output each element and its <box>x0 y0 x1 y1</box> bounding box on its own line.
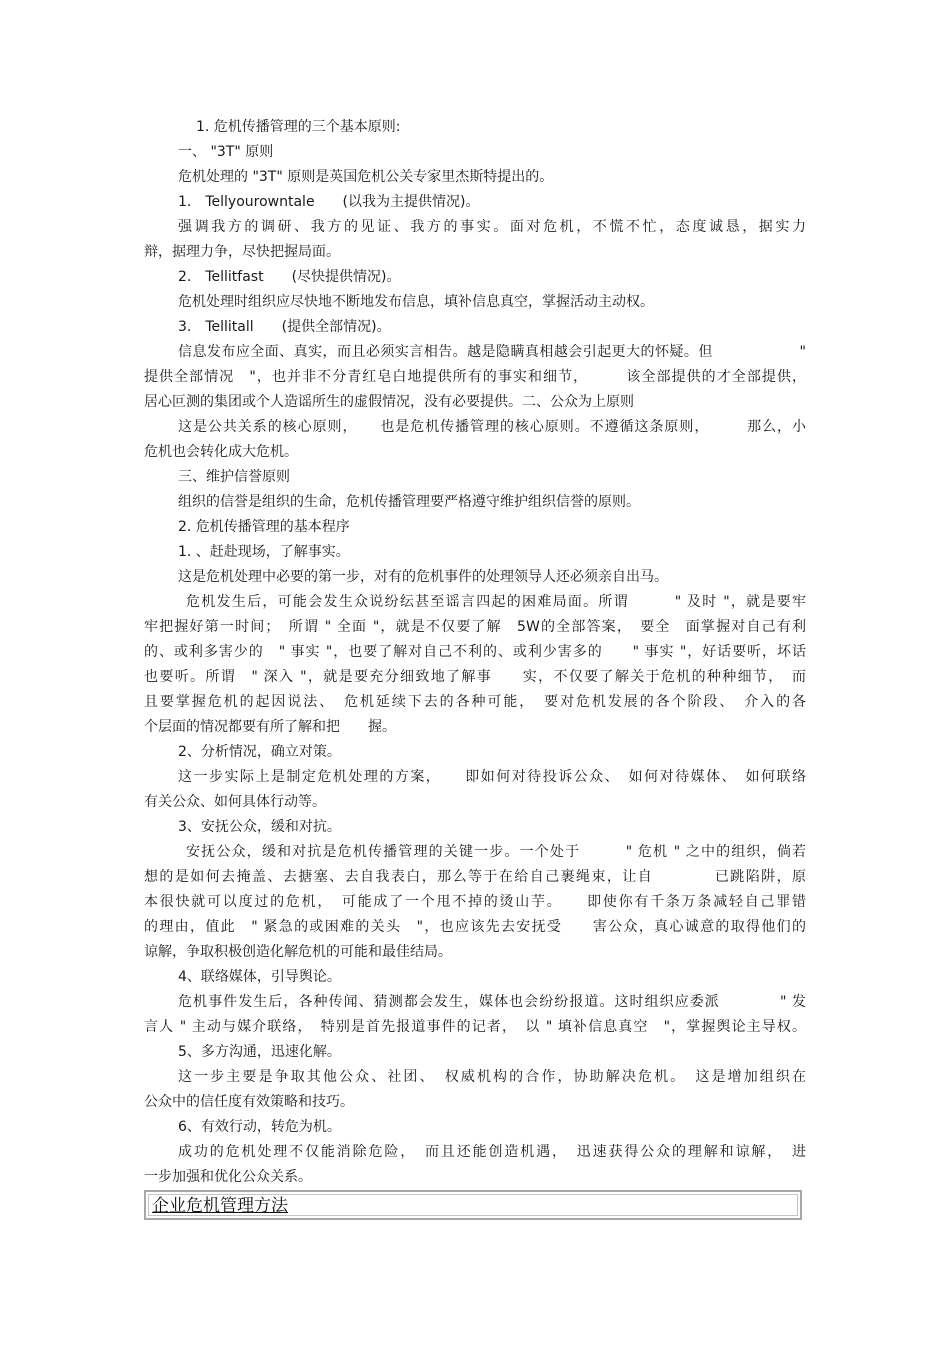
paragraph-line: 的、或利多害少的 " 事实 "，也要了解对自己不利的、或利少害多的 " 事实 "，好话要听，坏话 <box>144 644 806 660</box>
paragraph-line: 公众中的信任度有效策略和技巧。 <box>144 1094 354 1110</box>
heading-procedure: 2. 危机传播管理的基本程序 <box>178 519 350 535</box>
step-heading-6: 6、有效行动，转危为机。 <box>178 1119 341 1135</box>
section-title-link[interactable]: 企业危机管理方法 <box>152 1196 288 1216</box>
paragraph-line: 成功的危机处理不仅能消除危险， 而且还能创造机遇， 迅速获得公众的理解和谅解， 进 <box>178 1144 806 1160</box>
paragraph-line: 有关公众、如何具体行动等。 <box>144 794 326 810</box>
step-heading-4: 4、联络媒体，引导舆论。 <box>178 969 341 985</box>
list-item-tell-your-own-tale: 1. Tellyourowntale (以我为主提供情况)。 <box>178 194 480 210</box>
step-heading-3: 3、安抚公众，缓和对抗。 <box>178 819 341 835</box>
step-heading-2: 2、分析情况，确立对策。 <box>178 744 341 760</box>
list-item-tell-it-fast: 2. Tellitfast (尽快提供情况)。 <box>178 269 401 285</box>
paragraph-line: 危机事件发生后，各种传闻、猜测都会发生，媒体也会纷纷报道。这时组织应委派 " 发 <box>178 994 806 1010</box>
paragraph-line: 的理由，值此 " 紧急的或困难的关头 "，也应该先去安抚受 害公众，真心诚意的取得他们的 <box>144 919 806 935</box>
paragraph-line: 危机发生后，可能会发生众说纷纭甚至谣言四起的困难局面。所谓 " 及时 "，就是要牢 <box>186 594 806 610</box>
paragraph-line: 居心叵测的集团或个人造谣所生的虚假情况，没有必要提供。二、公众为上原则 <box>144 394 634 410</box>
list-item-tell-it-all: 3. Tellitall (提供全部情况)。 <box>178 319 391 335</box>
paragraph-line: 提供全部情况 "，也并非不分青红皂白地提供所有的事实和细节， 该全部提供的才全部提供， <box>144 369 806 385</box>
paragraph-line: 这是公共关系的核心原则， 也是危机传播管理的核心原则。不遵循这条原则， 那么，小 <box>178 419 806 435</box>
paragraph-line: 危机处理时组织应尽快地不断地发布信息，填补信息真空，掌握活动主动权。 <box>178 294 654 310</box>
paragraph-3t-intro: 危机处理的 "3T" 原则是英国危机公关专家里杰斯特提出的。 <box>178 169 554 185</box>
paragraph-line: 组织的信誉是组织的生命，危机传播管理要严格遵守维护组织信誉的原则。 <box>178 494 640 510</box>
paragraph-line: 本很快就可以度过的危机， 可能成了一个甩不掉的烫山芋。 即使你有千条万条减轻自己罪错 <box>144 894 806 910</box>
paragraph-line: 信息发布应全面、真实，而且必须实言相告。越是隐瞒真相越会引起更大的怀疑。但 " <box>178 344 806 360</box>
paragraph-line: 这是危机处理中必要的第一步，对有的危机事件的处理领导人还必须亲自出马。 <box>178 569 668 585</box>
subheading-3t: 一、 "3T" 原则 <box>178 144 274 160</box>
paragraph-line: 危机也会转化成大危机。 <box>144 444 298 460</box>
step-heading-5: 5、多方沟通，迅速化解。 <box>178 1044 341 1060</box>
heading-principles: 1. 危机传播管理的三个基本原则: <box>196 119 401 135</box>
paragraph-line: 一步加强和优化公众关系。 <box>144 1169 312 1185</box>
paragraph-line: 安抚公众，缓和对抗是危机传播管理的关键一步。一个处于 " 危机 " 之中的组织，倘若 <box>186 844 806 860</box>
paragraph-line: 牢把握好第一时间； 所谓 " 全面 "，就是不仅要了解 5W的全部答案， 要全 面掌握对自己有利 <box>144 619 806 635</box>
paragraph-line: 强调我方的调研、我方的见证、我方的事实。面对危机，不慌不忙，态度诚恳，据实力 <box>178 219 806 235</box>
paragraph-line: 谅解，争取积极创造化解危机的可能和最佳结局。 <box>144 944 452 960</box>
section-title-box <box>144 1190 802 1220</box>
paragraph-line: 言人 " 主动与媒介联络， 特别是首先报道事件的记者， 以 " 填补信息真空 "，掌握舆论主导权。 <box>144 1019 806 1035</box>
section-title-box-inner <box>148 1194 798 1216</box>
paragraph-line: 也要听。所谓 " 深入 "，就是要充分细致地了解事 实，不仅要了解关于危机的种种细节， 而 <box>144 669 806 685</box>
subheading-reputation: 三、维护信誉原则 <box>178 469 290 485</box>
paragraph-line: 想的是如何去掩盖、去搪塞、去自我表白，那么等于在给自己裹绳束，让自 已跳陷阱，原 <box>144 869 806 885</box>
paragraph-line: 辩，据理力争，尽快把握局面。 <box>144 244 340 260</box>
paragraph-line: 这一步实际上是制定危机处理的方案， 即如何对待投诉公众、 如何对待媒体、 如何联络 <box>178 769 806 785</box>
step-heading-1: 1. 、赶赴现场，了解事实。 <box>178 544 350 560</box>
paragraph-line: 个层面的情况都要有所了解和把 握。 <box>144 719 396 735</box>
paragraph-line: 这一步主要是争取其他公众、社团、 权威机构的合作，协助解决危机。 这是增加组织在 <box>178 1069 806 1085</box>
paragraph-line: 且要掌握危机的起因说法、 危机延续下去的各种可能， 要对危机发展的各个阶段、 介入的各 <box>144 694 806 710</box>
